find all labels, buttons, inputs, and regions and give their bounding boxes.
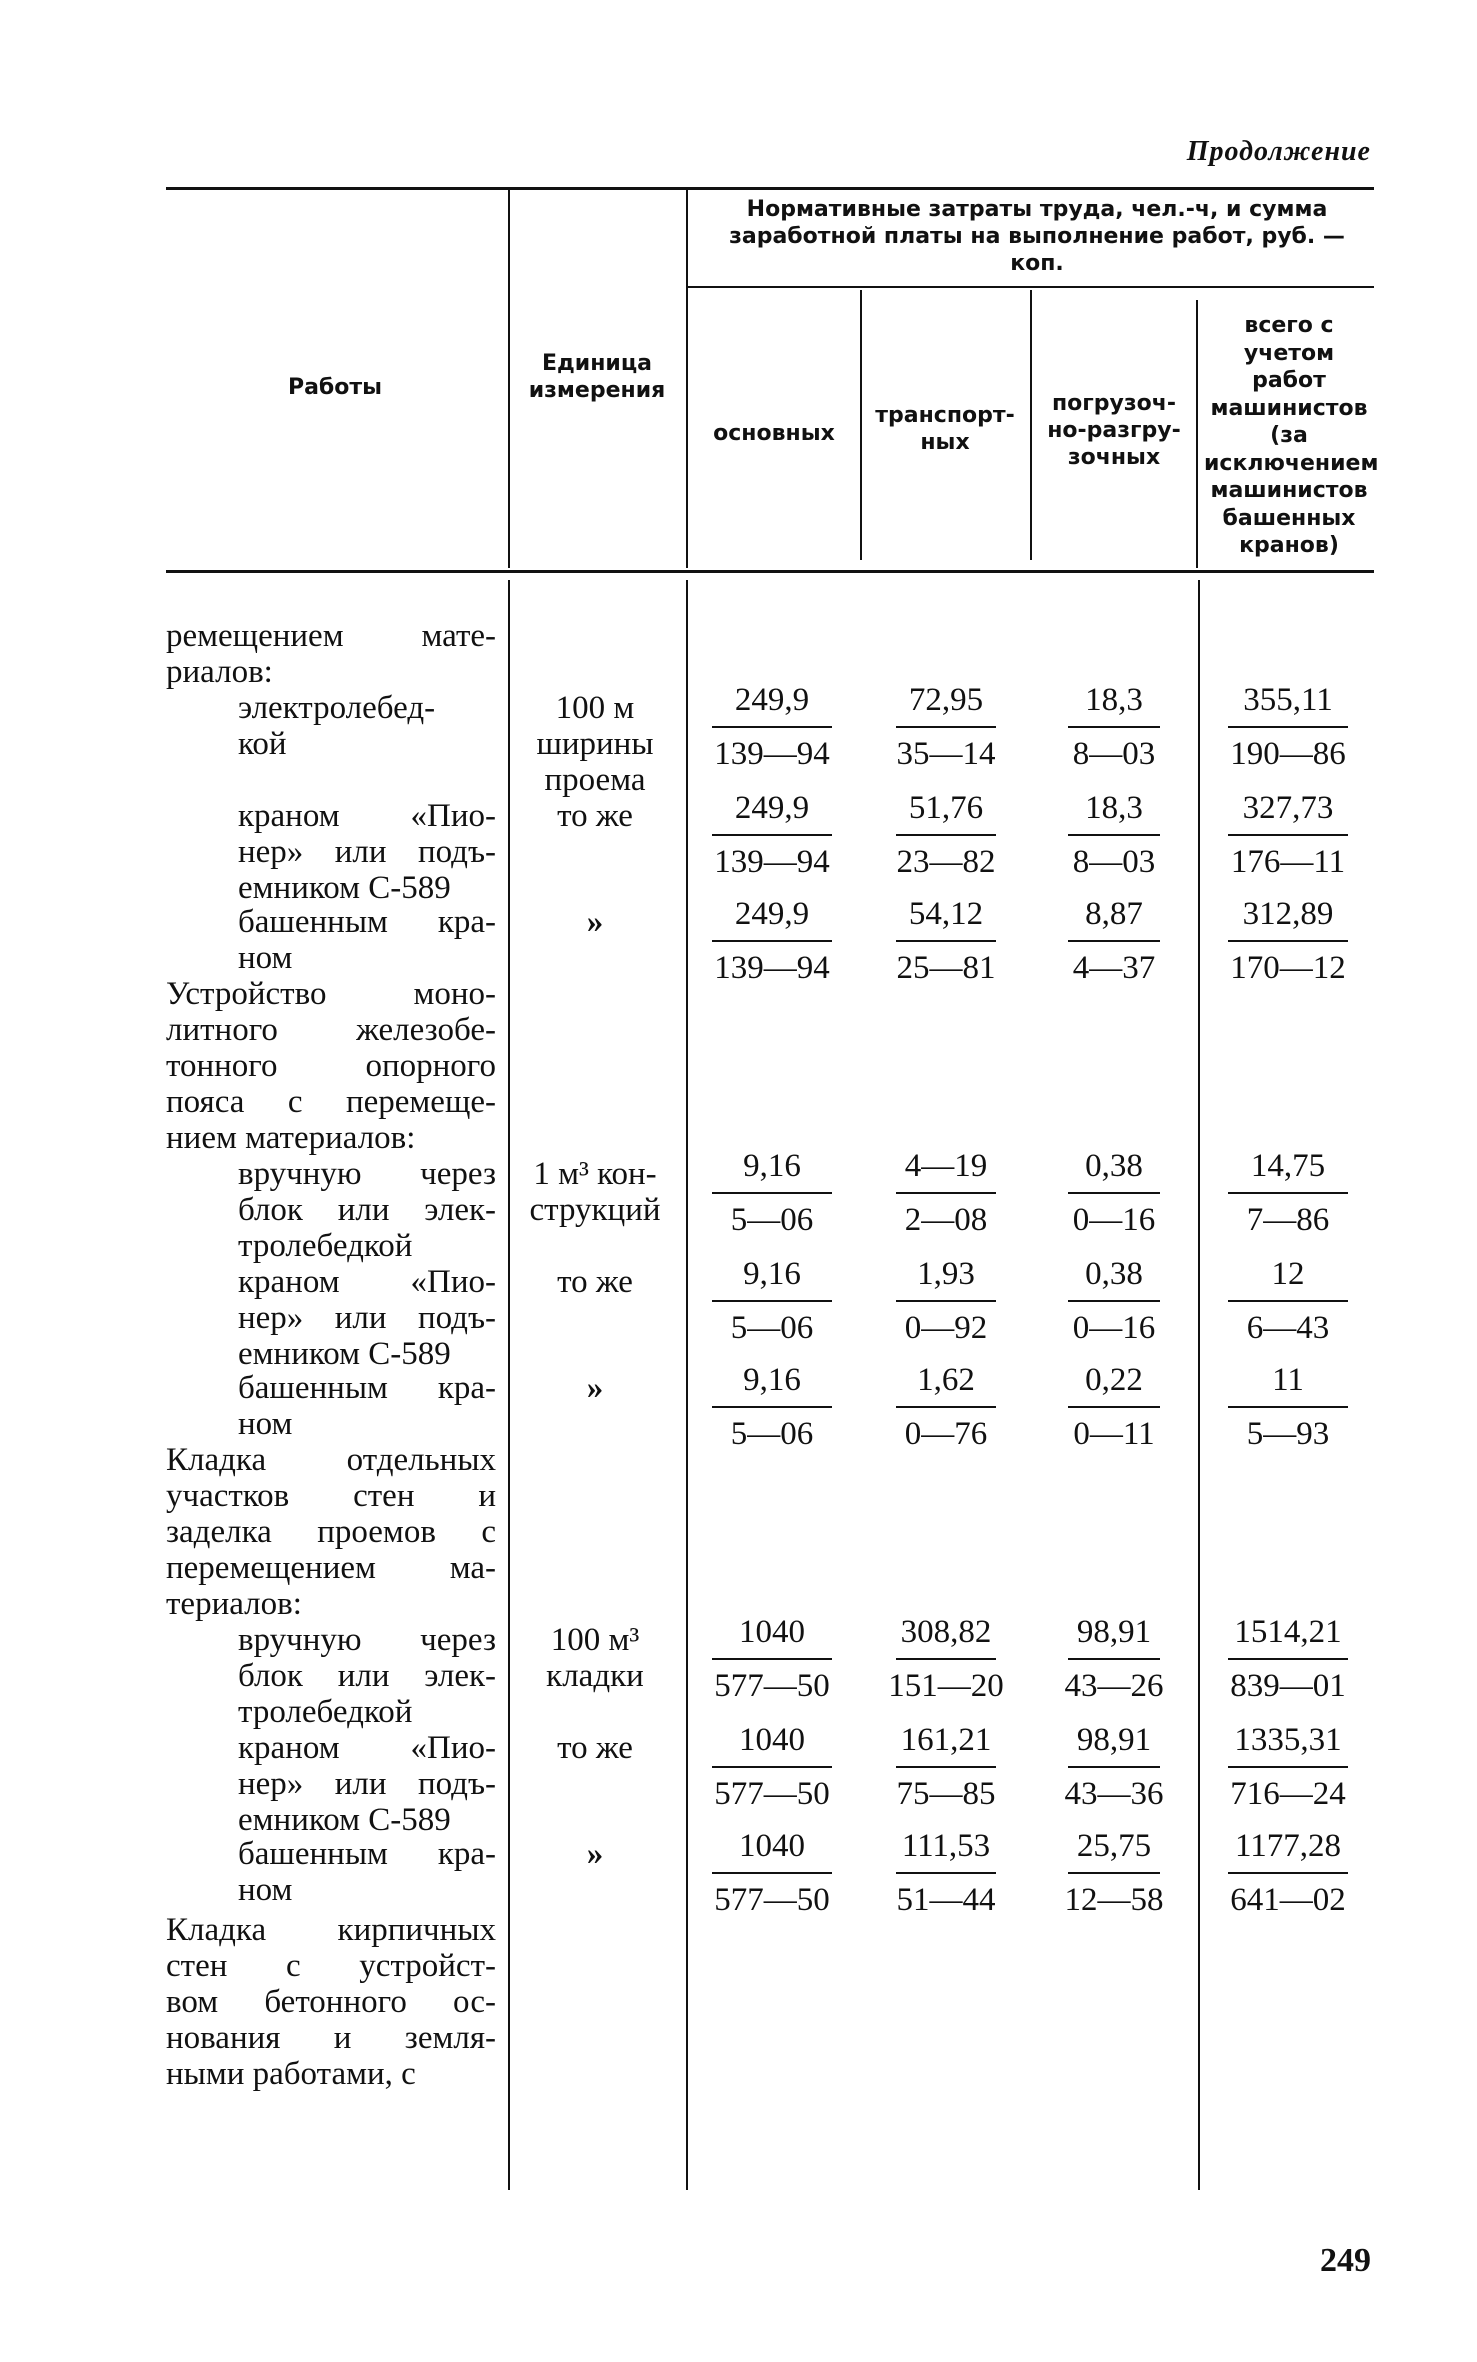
value-cell-total: [1206, 790, 1370, 880]
fraction-bar: [1228, 1658, 1348, 1660]
unit-text: кладки: [546, 1658, 644, 1694]
work-text-line: нер» или подъ-: [238, 1766, 496, 1802]
header-divider: [1196, 300, 1198, 568]
work-text-line: вручную через: [238, 1156, 496, 1192]
fraction-bar: [896, 1658, 996, 1660]
header-col-transport: транспорт-ных: [875, 403, 1015, 455]
value-wage: 716—24: [1230, 1776, 1346, 1812]
value-hours: 308,82: [900, 1614, 992, 1650]
value-wage: 23—82: [896, 844, 996, 880]
value-hours: 355,11: [1243, 682, 1333, 718]
value-hours: 0,38: [1085, 1256, 1143, 1292]
value-cell-transport: [868, 1256, 1024, 1346]
value-hours: 327,73: [1242, 790, 1334, 826]
continuation-label: Продолжение: [1186, 136, 1371, 167]
header-col-main: основных: [713, 421, 835, 446]
work-text-line: краном «Пио-: [238, 1264, 496, 1300]
value-hours: 9,16: [743, 1362, 801, 1398]
work-text-line: ными работами, с: [166, 2056, 416, 2092]
value-wage: 5—93: [1246, 1416, 1330, 1452]
unit-text: то же: [557, 1264, 633, 1300]
value-wage: 839—01: [1230, 1668, 1346, 1704]
header-divider: [686, 190, 688, 568]
work-text-line: кой: [238, 726, 287, 762]
work-text-line: вом бетонного ос-: [166, 1984, 496, 2020]
value-hours: 14,75: [1250, 1148, 1326, 1184]
value-hours: 249,9: [734, 682, 810, 718]
value-cell-main: [694, 1828, 850, 1918]
fraction-bar: [712, 940, 832, 942]
value-cell-loading: [1038, 1828, 1190, 1918]
fraction-bar: [712, 834, 832, 836]
work-text-line: участков стен и: [166, 1478, 496, 1514]
work-text-line: литного железобе-: [166, 1012, 496, 1048]
value-hours: 9,16: [743, 1256, 801, 1292]
fraction-bar: [712, 1872, 832, 1874]
fraction-bar: [1228, 1872, 1348, 1874]
value-cell-transport: [868, 790, 1024, 880]
value-cell-total: [1206, 1828, 1370, 1918]
work-text-line: нер» или подъ-: [238, 834, 496, 870]
work-text-line: ремещением мате-: [166, 618, 496, 654]
value-hours: 54,12: [908, 896, 984, 932]
value-cell-total: [1206, 1362, 1370, 1452]
work-text-line: емником С-589: [238, 1802, 451, 1838]
value-hours: 1335,31: [1234, 1722, 1342, 1758]
header-bottom-rule: [166, 570, 1374, 573]
value-hours: 98,91: [1076, 1722, 1152, 1758]
value-cell-loading: [1038, 1722, 1190, 1812]
value-cell-total: [1206, 682, 1370, 772]
value-cell-transport: [868, 682, 1024, 772]
value-wage: 5—06: [730, 1202, 814, 1238]
value-wage: 176—11: [1230, 844, 1346, 880]
fraction-bar: [1068, 1406, 1160, 1408]
value-wage: 139—94: [714, 736, 830, 772]
unit-text: 1 м³ кон-: [533, 1156, 657, 1192]
value-hours: 18,3: [1085, 682, 1143, 718]
unit-text: »: [586, 904, 604, 940]
header-col-loading: погрузоч-но-разгру-зочных: [1047, 391, 1181, 470]
value-hours: 1514,21: [1234, 1614, 1342, 1650]
work-text-line: башенным кра-: [238, 1370, 496, 1406]
value-wage: 0—11: [1073, 1416, 1155, 1452]
value-cell-main: [694, 1722, 850, 1812]
work-text-line: вручную через: [238, 1622, 496, 1658]
unit-text: струкций: [529, 1192, 661, 1228]
fraction-bar: [896, 1766, 996, 1768]
work-text-line: ном: [238, 940, 293, 976]
work-text-line: электролебед-: [238, 690, 436, 726]
fraction-bar: [712, 1766, 832, 1768]
value-cell-main: [694, 1256, 850, 1346]
fraction-bar: [1228, 940, 1348, 942]
value-wage: 2—08: [904, 1202, 988, 1238]
fraction-bar: [896, 1872, 996, 1874]
fraction-bar: [1068, 1300, 1160, 1302]
work-text-line: риалов:: [166, 654, 273, 690]
value-cell-transport: [868, 1148, 1024, 1238]
work-text-line: пояса с перемеще-: [166, 1084, 496, 1120]
fraction-bar: [896, 1406, 996, 1408]
work-text-line: тролебедкой: [238, 1694, 413, 1730]
body-divider: [686, 580, 688, 2190]
value-cell-loading: [1038, 1362, 1190, 1452]
unit-text: 100 м³: [550, 1622, 640, 1658]
unit-text: то же: [557, 798, 633, 834]
value-wage: 5—06: [730, 1310, 814, 1346]
fraction-bar: [1068, 726, 1160, 728]
fraction-bar: [896, 726, 996, 728]
value-cell-transport: [868, 1362, 1024, 1452]
work-text-line: нием материалов:: [166, 1120, 416, 1156]
value-hours: 312,89: [1242, 896, 1334, 932]
unit-text: »: [586, 1370, 604, 1406]
work-text-line: емником С-589: [238, 1336, 451, 1372]
value-wage: 0—16: [1072, 1310, 1156, 1346]
value-cell-main: [694, 896, 850, 986]
header-divider: [508, 190, 510, 568]
value-wage: 51—44: [896, 1882, 996, 1918]
header-divider: [1030, 290, 1032, 560]
value-wage: 4—37: [1072, 950, 1156, 986]
work-text-line: краном «Пио-: [238, 798, 496, 834]
value-cell-main: [694, 1614, 850, 1704]
work-text-line: краном «Пио-: [238, 1730, 496, 1766]
value-wage: 577—50: [714, 1882, 830, 1918]
value-wage: 0—76: [904, 1416, 988, 1452]
fraction-bar: [896, 834, 996, 836]
header-works: Работы: [287, 375, 383, 400]
value-cell-total: [1206, 1148, 1370, 1238]
value-hours: 1,93: [917, 1256, 975, 1292]
value-wage: 12—58: [1064, 1882, 1164, 1918]
value-hours: 8,87: [1085, 896, 1143, 932]
unit-text: 100 м: [555, 690, 635, 726]
value-hours: 1040: [739, 1722, 805, 1758]
value-wage: 0—16: [1072, 1202, 1156, 1238]
header-col-total: всего с учетом работ машинистов (за исключением машинистов башенных кранов): [1204, 313, 1379, 558]
value-hours: 9,16: [743, 1148, 801, 1184]
value-hours: 72,95: [908, 682, 984, 718]
top-rule: [166, 187, 1374, 190]
value-wage: 577—50: [714, 1776, 830, 1812]
unit-text: то же: [557, 1730, 633, 1766]
value-wage: 641—02: [1230, 1882, 1346, 1918]
fraction-bar: [1068, 1872, 1160, 1874]
value-wage: 6—43: [1246, 1310, 1330, 1346]
value-cell-transport: [868, 1828, 1024, 1918]
work-text-line: стен с устройст-: [166, 1948, 496, 1984]
body-divider: [1198, 580, 1200, 2190]
work-text-line: нер» или подъ-: [238, 1300, 496, 1336]
work-text-line: Кладка кирпичных: [166, 1912, 496, 1948]
unit-text: »: [586, 1836, 604, 1872]
fraction-bar: [1228, 834, 1348, 836]
value-hours: 1040: [739, 1828, 805, 1864]
value-hours: 98,91: [1076, 1614, 1152, 1650]
value-wage: 35—14: [896, 736, 996, 772]
value-hours: 161,21: [900, 1722, 992, 1758]
work-text-line: тролебедкой: [238, 1228, 413, 1264]
fraction-bar: [1228, 1192, 1348, 1194]
value-wage: 139—94: [714, 844, 830, 880]
fraction-bar: [896, 1300, 996, 1302]
value-wage: 43—36: [1064, 1776, 1164, 1812]
value-wage: 170—12: [1230, 950, 1346, 986]
fraction-bar: [1228, 1406, 1348, 1408]
header-norm-group: Нормативные затраты труда, чел.-ч, и сумма заработной платы на выполнение работ, руб. — коп.: [729, 197, 1345, 276]
value-hours: 1,62: [917, 1362, 975, 1398]
value-cell-transport: [868, 1722, 1024, 1812]
work-text-line: тонного опорного: [166, 1048, 496, 1084]
work-text-line: блок или элек-: [238, 1192, 496, 1228]
work-text-line: териалов:: [166, 1586, 302, 1622]
value-hours: 0,22: [1085, 1362, 1143, 1398]
work-text-line: ном: [238, 1406, 293, 1442]
value-hours: 12: [1271, 1256, 1305, 1292]
value-wage: 0—92: [904, 1310, 988, 1346]
fraction-bar: [1228, 726, 1348, 728]
work-text-line: заделка проемов с: [166, 1514, 496, 1550]
fraction-bar: [1068, 834, 1160, 836]
unit-text: проема: [544, 762, 646, 798]
group-rule: [686, 286, 1374, 288]
work-text-line: блок или элек-: [238, 1658, 496, 1694]
value-hours: 1177,28: [1234, 1828, 1342, 1864]
work-text-line: башенным кра-: [238, 1836, 496, 1872]
work-text-line: ном: [238, 1872, 293, 1908]
fraction-bar: [1068, 1766, 1160, 1768]
work-text-line: Устройство моно-: [166, 976, 496, 1012]
value-cell-total: [1206, 896, 1370, 986]
work-text-line: емником С-589: [238, 870, 451, 906]
value-wage: 25—81: [896, 950, 996, 986]
fraction-bar: [1068, 1658, 1160, 1660]
value-cell-transport: [868, 1614, 1024, 1704]
value-wage: 75—85: [896, 1776, 996, 1812]
fraction-bar: [1228, 1300, 1348, 1302]
fraction-bar: [712, 1658, 832, 1660]
fraction-bar: [712, 1192, 832, 1194]
value-cell-total: [1206, 1722, 1370, 1812]
fraction-bar: [896, 940, 996, 942]
fraction-bar: [1068, 940, 1160, 942]
value-hours: 111,53: [901, 1828, 991, 1864]
work-text-line: перемещением ма-: [166, 1550, 496, 1586]
value-hours: 51,76: [908, 790, 984, 826]
value-cell-transport: [868, 896, 1024, 986]
value-hours: 1040: [739, 1614, 805, 1650]
header-unit: Единица измерения: [528, 351, 666, 403]
work-text-line: нования и земля-: [166, 2020, 496, 2056]
value-wage: 43—26: [1064, 1668, 1164, 1704]
page-number: 249: [1320, 2242, 1371, 2279]
value-cell-loading: [1038, 896, 1190, 986]
value-cell-main: [694, 1362, 850, 1452]
value-wage: 577—50: [714, 1668, 830, 1704]
value-cell-loading: [1038, 790, 1190, 880]
value-cell-loading: [1038, 1614, 1190, 1704]
value-wage: 5—06: [730, 1416, 814, 1452]
value-cell-main: [694, 1148, 850, 1238]
value-hours: 249,9: [734, 790, 810, 826]
value-wage: 7—86: [1246, 1202, 1330, 1238]
work-text-line: башенным кра-: [238, 904, 496, 940]
fraction-bar: [712, 1300, 832, 1302]
fraction-bar: [1068, 1192, 1160, 1194]
value-cell-loading: [1038, 1256, 1190, 1346]
value-hours: 25,75: [1076, 1828, 1152, 1864]
fraction-bar: [896, 1192, 996, 1194]
value-wage: 190—86: [1230, 736, 1346, 772]
value-hours: 4—19: [904, 1148, 988, 1184]
fraction-bar: [712, 1406, 832, 1408]
fraction-bar: [1228, 1766, 1348, 1768]
value-wage: 151—20: [888, 1668, 1004, 1704]
value-hours: 249,9: [734, 896, 810, 932]
unit-text: ширины: [536, 726, 654, 762]
work-text-line: Кладка отдельных: [166, 1442, 496, 1478]
value-cell-main: [694, 790, 850, 880]
value-hours: 18,3: [1085, 790, 1143, 826]
header-divider: [860, 290, 862, 560]
value-cell-loading: [1038, 1148, 1190, 1238]
fraction-bar: [712, 726, 832, 728]
value-cell-loading: [1038, 682, 1190, 772]
value-wage: 139—94: [714, 950, 830, 986]
value-cell-main: [694, 682, 850, 772]
value-cell-total: [1206, 1614, 1370, 1704]
value-cell-total: [1206, 1256, 1370, 1346]
value-wage: 8—03: [1072, 844, 1156, 880]
value-hours: 11: [1272, 1362, 1304, 1398]
value-hours: 0,38: [1085, 1148, 1143, 1184]
value-wage: 8—03: [1072, 736, 1156, 772]
